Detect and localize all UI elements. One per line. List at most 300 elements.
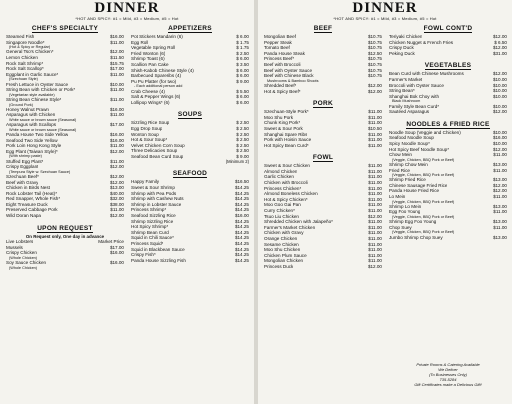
- menu-item-note: (Whole Chicken): [9, 255, 38, 260]
- menu-item-name: Pork Loin Hong Kong Style: [6, 143, 62, 149]
- menu-item-name: Honey Walnut Prawn: [6, 106, 49, 112]
- menu-item-name: Chicken Nugget & French Fries: [389, 39, 454, 45]
- menu-item-price: $11.00: [368, 241, 382, 247]
- menu-item-price: $11.00: [368, 230, 382, 236]
- menu-item-name: Egg Plant (Taiwan Style)*: [6, 148, 58, 154]
- menu-item-name: Moo Shu Chicken: [264, 247, 301, 253]
- menu-item-price: $32.00: [109, 196, 124, 202]
- menu-item-price: $12.00: [492, 34, 507, 39]
- menu-item-name: Preserved Cabbage Pork: [6, 207, 58, 213]
- menu-item-price: $11.00: [368, 180, 382, 186]
- menu-item-name: Pepper Steak: [264, 39, 292, 45]
- menu-item-note: (With shrimp paste): [9, 154, 42, 159]
- menu-title: DINNER: [94, 0, 160, 16]
- menu-item-name: Mussels: [6, 244, 23, 250]
- menu-item-price: $ 3.50: [236, 61, 249, 67]
- menu-item-name: Steamed Fish: [6, 34, 35, 39]
- menu-item-name: Eggplant in Garlic Sauce*: [6, 71, 59, 77]
- menu-item-name: Egg Foo Young: [389, 209, 421, 215]
- menu-item-name: String Bean Chinese Style*: [6, 96, 62, 102]
- menu-item-name: Jumbo Shrimp Chop Suey: [389, 234, 443, 240]
- menu-item-name: Vegetable Spring Roll: [131, 45, 176, 51]
- menu-item-price: $12.00: [492, 146, 507, 152]
- menu-item-price: $10.00: [492, 88, 507, 94]
- menu-item-price: $12.00: [492, 188, 507, 194]
- menu-item-price: $11.00: [493, 152, 507, 158]
- menu-item-price: $12.00: [367, 88, 382, 94]
- menu-item-price: $12.50: [367, 50, 382, 56]
- menu-item-note: (Szechuan Style): [9, 77, 38, 82]
- menu-item-name: Rock Salt Scallop*: [6, 66, 44, 72]
- menu-item-price: $11.00: [493, 224, 507, 230]
- menu-item-name: Hot Spicy Shrimp*: [131, 224, 169, 230]
- menu-item-note: (Veggie, Chicken, BBQ Pork or Beef): [392, 173, 455, 178]
- footer-businesses: (To Businesses Only): [429, 372, 467, 377]
- menu-item-name: Garlic Chicken: [264, 174, 294, 180]
- section-heading-request: UPON REQUEST: [37, 224, 93, 232]
- menu-item-price: $ 6.00: [236, 67, 249, 73]
- noodles-list: [389, 130, 507, 241]
- menu-item-note: (Veggie, Chicken, BBQ Pork or Beef): [392, 215, 455, 220]
- menu-item-name: Crispy Duck: [389, 45, 414, 51]
- menu-item-name: Crab Cheese (4): [131, 88, 165, 94]
- menu-item-price: $14.25: [234, 218, 249, 224]
- menu-item-name: Chinese Sausage Fried Rice: [389, 182, 448, 188]
- menu-item-name: Pork with Hoisin Sauce: [264, 137, 312, 143]
- menu-item-price: $10.00: [492, 76, 507, 82]
- menu-item-price: $10.75: [367, 34, 382, 39]
- menu-item-price: $11.00: [368, 258, 382, 264]
- menu-item-price: $11.00: [368, 202, 382, 208]
- menu-item-price: $16.00: [109, 131, 124, 137]
- menu-item-note: White sauce or brown sauce (Seasonal): [9, 127, 77, 132]
- menu-item-name: Shrimp Egg Foo Young: [389, 219, 437, 225]
- menu-item-name: Seafood Two Side Yellow: [6, 137, 58, 143]
- menu-item-name: Wild Doran Napa: [6, 213, 41, 219]
- menu-item-name: Beef with Broccoli: [264, 61, 301, 67]
- menu-item-name: Farmer's Market Chicken: [264, 224, 316, 230]
- menu-item-name: Beef with Oyster Sauce: [264, 67, 313, 73]
- menu-item-name: Crispy Eggplant: [6, 164, 39, 170]
- menu-item-price: $ 6.00: [236, 56, 249, 62]
- menu-item-name: Rock Lobster Tail (Heat)*: [6, 190, 57, 196]
- menu-item-name: Panda House Fried Rice: [389, 188, 440, 194]
- menu-item-note: (Veggie, Chicken, BBQ Pork or Beef): [392, 230, 455, 235]
- menu-item-price: $ 1.75: [236, 39, 249, 45]
- menu-item-price: $10.75: [367, 45, 382, 51]
- request-intro: On Request only, One day in advance: [25, 233, 105, 239]
- menu-item-name: Beef with Gravy: [6, 179, 39, 185]
- menu-item-price: $14.25: [234, 207, 249, 213]
- menu-item-name: Hot Spicy Bean Curd*: [264, 142, 309, 148]
- menu-item-name: Scallion Pan Cake: [131, 61, 169, 67]
- menu-item-name: Chunk King Pork*: [264, 120, 301, 126]
- menu-item-price: $12.00: [109, 148, 124, 154]
- menu-left-page: [0, 0, 254, 404]
- menu-item-price: $16.50: [234, 179, 249, 185]
- menu-item-price: $11.00: [110, 87, 124, 93]
- footer-catering: Private Rooms & Catering Available: [416, 362, 480, 367]
- menu-item-name: Fried Wonton (6): [131, 50, 166, 56]
- menu-item-name: Peking Duck: [389, 50, 415, 56]
- menu-item-price: $ 6.50: [494, 39, 507, 45]
- menu-item-name: Princess Squid*: [131, 241, 164, 247]
- menu-item-price: $11.00: [493, 194, 507, 200]
- menu-item-name: Sweet & Sour Pork: [264, 125, 303, 131]
- menu-item-price: $11.00: [368, 219, 382, 225]
- menu-item-name: Farmer's Market: [389, 76, 423, 82]
- menu-item-price: $16.00: [109, 106, 124, 112]
- menu-item-price: $17.00: [109, 122, 124, 128]
- menu-item-price: $ 2.50: [236, 125, 249, 131]
- menu-item-name: Sweet & Sour Chicken: [264, 163, 310, 169]
- menu-item-name: Chicken in Birds Nest: [6, 185, 50, 191]
- menu-item-price: $ 2.50: [236, 148, 249, 154]
- menu-item-name: Noodle Soup (Veggie and Chicken): [389, 129, 461, 135]
- left-column-2: [131, 25, 249, 263]
- menu-item: [389, 235, 507, 241]
- menu-item-price: $12.00: [109, 49, 124, 55]
- menu-item-name: Shrimp with Pea Pods: [131, 190, 177, 196]
- menu-item-name: Shrimp Chow Mein: [389, 161, 428, 167]
- menu-item-price: $10.00: [492, 82, 507, 88]
- menu-item-price: $16.00: [109, 260, 124, 266]
- menu-item-price: $13.00: [492, 161, 507, 167]
- vegetables-list: [389, 71, 507, 114]
- menu-item-name: Seafood Noodle Soup: [389, 135, 434, 141]
- menu-item-price: $ 2.50: [236, 137, 249, 143]
- menu-item-name: Moo Shu Pork: [264, 114, 294, 120]
- menu-item-price: $12.00: [492, 71, 507, 77]
- menu-item-name: Princess Shrimp*: [131, 207, 167, 213]
- menu-item-name: Chicken with Broccoli: [264, 180, 308, 186]
- right-column-2: [389, 25, 507, 240]
- menu-item-price: $13.00: [492, 219, 507, 225]
- menu-item-price: $11.00: [110, 207, 124, 213]
- menu-item-name: Velvet Chicken Corn Soup: [131, 142, 185, 148]
- menu-item-price: $10.00: [492, 103, 507, 109]
- menu-item-name: Crispy Fish*: [131, 252, 156, 258]
- menu-item-name: Princess Beef*: [264, 56, 295, 62]
- menu-item-price: $11.00: [110, 71, 124, 77]
- menu-item-name: Pot Stickers Mandarin (6): [131, 34, 183, 39]
- menu-item-name: Sesame Chicken: [264, 241, 299, 247]
- menu-item-price: $16.00: [109, 250, 124, 256]
- menu-item-price: $11.00: [368, 196, 382, 202]
- menu-item-name: Seafood Bean Curd Soup: [131, 153, 184, 159]
- menu-item-name: Shrimp Fried Rice: [389, 177, 426, 183]
- menu-item-name: Chicken with Gravy: [264, 230, 304, 236]
- menu-item-price: $11.50: [110, 54, 124, 60]
- soups-list: [131, 120, 249, 159]
- menu-item-name: Asparagus with Chicken: [6, 112, 56, 118]
- menu-item-price: $14.25: [234, 252, 249, 258]
- menu-item-name: Chicken Plum Sauce: [264, 252, 307, 258]
- menu-item-price: $11.00: [110, 39, 124, 45]
- menu-item-price: $13.00: [109, 185, 124, 191]
- menu-item-price: $16.00: [492, 135, 507, 141]
- menu-item-note: (Veggie, Chicken, BBQ Pork or Beef): [392, 157, 455, 162]
- menu-item-price: $10.75: [367, 73, 382, 79]
- menu-item-price: $ 5.50: [236, 88, 249, 94]
- menu-item-name: Hot & Spicy Beef*: [264, 88, 301, 94]
- left-column-1: [6, 25, 124, 270]
- menu-item-name: Shrimp in Lobster Sauce: [131, 201, 182, 207]
- footer-phone: 735-5284: [439, 377, 457, 382]
- menu-item-price: $14.25: [234, 246, 249, 252]
- spicy-key-right: *HOT AND SPICY: #1 = Mild, #3 = Medium, #5 = Hot: [333, 16, 437, 21]
- menu-item-note: Mushrooms & Bamboo Shoots: [267, 78, 319, 83]
- menu-item-name: Family Style Bean Curd*: [389, 103, 440, 109]
- menu-title-right: DINNER: [352, 0, 418, 16]
- menu-item-price: $12.00: [492, 109, 507, 115]
- menu-item-name: Beef with Chinese Black: [264, 73, 314, 79]
- menu-item-price: $12.00: [109, 173, 124, 179]
- menu-item-price: $16.00: [109, 137, 124, 143]
- menu-item-name: Shrimp Toast (6): [131, 56, 165, 62]
- request-list: [6, 245, 124, 270]
- menu-item-name: Salt & Pepper Wings (6): [131, 94, 181, 100]
- menu-item-price: $13.00: [492, 177, 507, 183]
- spicy-key: *HOT AND SPICY: #1 = Mild, #3 = Medium, #5 = Hot: [75, 16, 179, 21]
- menu-item-name: Lemon Chicken: [6, 54, 38, 60]
- menu-item: [264, 264, 382, 270]
- menu-item-price: $17.00: [109, 66, 124, 72]
- section-heading-soups: SOUPS: [177, 111, 203, 119]
- soups-note: (Minimum 2): [225, 159, 249, 165]
- section-heading-appetizers: APPETIZERS: [168, 25, 212, 32]
- menu-item-price: $12.00: [492, 182, 507, 188]
- menu-item-name: Pu Pu Platter (for two): [131, 78, 177, 84]
- menu-item-name: Tomato Beef: [264, 45, 290, 51]
- menu-item-name: Shrimp Lo Mein: [389, 203, 422, 209]
- menu-item-name: Shrimp Sizzling Rice: [131, 218, 174, 224]
- menu-item-price: $11.00: [368, 185, 382, 191]
- menu-item-price: $31.00: [492, 50, 507, 56]
- menu-item-price: $14.25: [234, 201, 249, 207]
- menu-item-name: Almond Chicken: [264, 168, 298, 174]
- menu-item-name: Szechuan-Style Pork*: [264, 109, 309, 115]
- menu-item-name: Rock Salt Shrimp*: [6, 60, 44, 66]
- menu-item-price: $12.00: [492, 45, 507, 51]
- menu-item-name: Panda House Steak: [264, 50, 305, 56]
- menu-item-name: Eight Treasure Duck: [6, 201, 48, 207]
- section-heading-beef: BEEF: [313, 25, 333, 32]
- menu-item-note: Black Mushroom: [392, 99, 421, 104]
- menu-item-price: $11.00: [368, 236, 382, 242]
- menu-item-name: Crispy Chicken: [6, 250, 37, 256]
- menu-item-price: $ 6.00: [236, 34, 249, 39]
- section-heading-fowl: FOWL: [312, 154, 334, 162]
- menu-item-price: $ 6.00: [236, 94, 249, 100]
- menu-item-note: (Ground Pork): [9, 102, 34, 107]
- menu-item-name: Szechuan Beef*: [6, 173, 39, 179]
- menu-item-price: $11.00: [110, 158, 124, 164]
- menu-item-name: Wonton Soup: [131, 131, 159, 137]
- appetizers-list: [131, 34, 249, 105]
- menu-item-note: (Veggie, Chicken, BBQ Pork or Beef): [392, 199, 455, 204]
- menu-item-price: $14.25: [234, 196, 249, 202]
- menu-item-name: Hot Spicy Beef Noodle Soup*: [389, 146, 450, 152]
- request-subhead-left: Live Lobsters: [6, 239, 34, 245]
- section-heading-chefs: CHEF'S SPECIALTY: [31, 25, 99, 32]
- request-subhead-right: Market Price: [98, 239, 124, 245]
- menu-item-name: Bean Curd with Chinese Mushrooms: [389, 71, 464, 77]
- menu-item-price: $11.00: [368, 191, 382, 197]
- section-heading-fowl-contd: FOWL CONT'D: [423, 25, 473, 32]
- menu-item-price: $10.50: [367, 125, 382, 131]
- menu-item-price: $11.00: [368, 114, 382, 120]
- menu-item-price: $11.00: [368, 208, 382, 214]
- pork-list: [264, 109, 382, 148]
- menu-item-price: $10.00: [492, 140, 507, 146]
- menu-item-name: Shrimp with Cashew Nuts: [131, 196, 184, 202]
- menu-item-note: (Tempura Style w. Szechuan Sauce): [9, 169, 71, 174]
- menu-item-price: $11.00: [368, 131, 382, 137]
- menu-item-name: Orange Chicken: [264, 236, 298, 242]
- menu-item-name: Sizzling Rice Soup: [131, 120, 170, 126]
- menu-item-note: (Hot & Spicy or Regular): [9, 45, 51, 50]
- menu-item-name: Stuffed Egg Plant*: [6, 158, 44, 164]
- menu-item-price: $17.00: [109, 244, 124, 250]
- menu-item-name: Sautéed Asparagus: [389, 109, 430, 115]
- menu-item-name: Barbecued Spareribs (4): [131, 73, 182, 79]
- menu-item-price: $11.00: [368, 247, 382, 253]
- menu-item-price: $14.25: [234, 229, 249, 235]
- menu-item-price: $14.25: [234, 190, 249, 196]
- menu-item-price: $11.00: [368, 252, 382, 258]
- section-heading-noodles: NOODLES & FRIED RICE: [406, 120, 490, 128]
- menu-item-name: String Bean with Chicken or Pork*: [6, 87, 76, 93]
- menu-item-name: Fried Rice: [389, 167, 410, 173]
- menu-item-name: Three Delicacies Soup: [131, 148, 178, 154]
- menu-item-price: $10.75: [367, 39, 382, 45]
- menu-item-name: Hot & Spicy Chicken*: [264, 196, 308, 202]
- menu-item-name: Red Snapper, Whole Fish*: [6, 196, 61, 202]
- section-heading-vegetables: VEGETABLES: [424, 62, 472, 70]
- menu-item-name: Almond Boneless Chicken: [264, 191, 318, 197]
- menu-item-price: $ 1.75: [236, 45, 249, 51]
- menu-item-name: Singapore Noodle*: [6, 39, 45, 45]
- menu-item-name: Panda House Two Side Yellow: [6, 131, 69, 137]
- menu-item-price: $16.00: [109, 34, 124, 39]
- menu-item-price: $12.00: [109, 164, 124, 170]
- menu-item-price: $11.00: [110, 112, 124, 118]
- section-heading-seafood: SEAFOOD: [172, 170, 208, 178]
- menu-item-price: $10.75: [367, 67, 382, 73]
- menu-item-name: Shredded Chicken with Jalapeño*: [264, 219, 333, 225]
- right-column-1: [264, 25, 382, 270]
- menu-item-name: Squid in Blackbean Sauce: [131, 246, 185, 252]
- menu-item-price: $ 6.00: [236, 99, 249, 105]
- menu-item-price: $14.25: [234, 257, 249, 263]
- menu-item-price: $ 2.50: [236, 142, 249, 148]
- menu-item-name: Squid in Chili Sauce*: [131, 235, 174, 241]
- menu-item-name: Curry Chicken*: [264, 208, 295, 214]
- menu-item-name: Chop Suey: [389, 224, 412, 230]
- footer-gift: Gift Certificates make a Delicious Gift!: [414, 382, 482, 387]
- menu-item-note: (Whole Chicken): [9, 265, 38, 270]
- menu-item-name: Lollipop Wings* (6): [131, 99, 170, 105]
- menu-item-price: $10.75: [367, 61, 382, 67]
- menu-item: [131, 258, 249, 264]
- menu-item-price: $11.00: [368, 142, 382, 148]
- menu-item-name: Hot & Sour Soup*: [131, 137, 168, 143]
- menu-item-name: Broccoli with Oyster Sauce: [389, 82, 444, 88]
- menu-item-name: Mongolian Beef: [264, 34, 296, 39]
- menu-item-price: $10.75: [367, 56, 382, 62]
- menu-item-price: $11.00: [368, 168, 382, 174]
- menu-item-price: $11.00: [368, 120, 382, 126]
- menu-item-price: $11.00: [110, 96, 124, 102]
- menu-item-name: Tsuo Liu Chicken: [264, 213, 299, 219]
- menu-item-name: Seafood Sizzling Rice: [131, 213, 176, 219]
- menu-item-price: $13.00: [492, 203, 507, 209]
- menu-item-name: Princess Duck: [264, 263, 294, 269]
- menu-item-price: $14.25: [234, 241, 249, 247]
- menu-item-price: $38.00: [109, 201, 124, 207]
- menu-item-name: Fresh Lettuce in Oyster Sauce: [6, 81, 69, 87]
- fowl-list: [264, 163, 382, 269]
- menu-item-name: Teriyaki Chicken: [389, 34, 423, 39]
- menu-item-name: Panda House Sizzling Fish: [131, 257, 186, 263]
- menu-item-price: $11.00: [368, 163, 382, 169]
- menu-item-price: $11.00: [368, 137, 382, 143]
- footer-deliver: We Deliver: [438, 367, 458, 372]
- seafood-list: [131, 179, 249, 263]
- menu-item-name: Shredded Beef*: [264, 82, 297, 88]
- menu-item-note: (Vegetarian style available): [9, 92, 55, 97]
- menu-item-name: Egg Drop Soup: [131, 125, 163, 131]
- menu-item-price: $12.00: [109, 179, 124, 185]
- menu-item-price: $14.25: [234, 185, 249, 191]
- menu-item-price: $11.00: [368, 109, 382, 115]
- menu-item-price: $40.00: [109, 190, 124, 196]
- menu-item-name: String Bean*: [389, 88, 415, 94]
- menu-item-name: Shrimp Bean Curd: [131, 229, 169, 235]
- menu-item-name: Sweet & Sour Shrimp: [131, 185, 175, 191]
- chefs-list: [6, 34, 124, 219]
- menu-item-note: White sauce or brown sauce (Seasonal): [9, 117, 77, 122]
- menu-item-name: Chow Mein: [389, 152, 412, 158]
- menu-item-name: Princess Chicken*: [264, 185, 302, 191]
- menu-item-price: $11.00: [493, 209, 507, 215]
- fowl-contd-list: [389, 34, 507, 56]
- menu-item-price: $11.00: [110, 143, 124, 149]
- menu-item-price: $ 6.00: [236, 73, 249, 79]
- menu-item-price: $13.00: [492, 234, 507, 240]
- menu-item-name: Mongolian Chicken: [264, 258, 304, 264]
- menu-item-price: $11.00: [493, 167, 507, 173]
- menu-item-price: $ 2.50: [236, 50, 249, 56]
- menu-item-name: General Tso's Chicken*: [6, 49, 54, 55]
- menu-item-name: Lo Mein: [389, 194, 406, 200]
- menu-item-name: Spicy Noodle Soup*: [389, 140, 430, 146]
- section-heading-pork: PORK: [313, 100, 333, 108]
- menu-item-name: Moo Goo Gai Pan: [264, 202, 301, 208]
- menu-item-name: Shanghai Spare Ribs: [264, 131, 308, 137]
- menu-item-price: $10.00: [109, 81, 124, 87]
- menu-item-price: $14.25: [234, 235, 249, 241]
- menu-item-price: $15.75: [109, 60, 124, 66]
- menu-item-name: Soy Sauce Chicken: [6, 260, 47, 266]
- menu-item-name: Shanghai Bok Choy with: [389, 93, 440, 99]
- footer-info: [389, 362, 507, 387]
- menu-item-price: $12.00: [367, 263, 382, 269]
- beef-list: [264, 34, 382, 94]
- menu-right-page: [258, 0, 512, 404]
- menu-item-price: $11.00: [368, 224, 382, 230]
